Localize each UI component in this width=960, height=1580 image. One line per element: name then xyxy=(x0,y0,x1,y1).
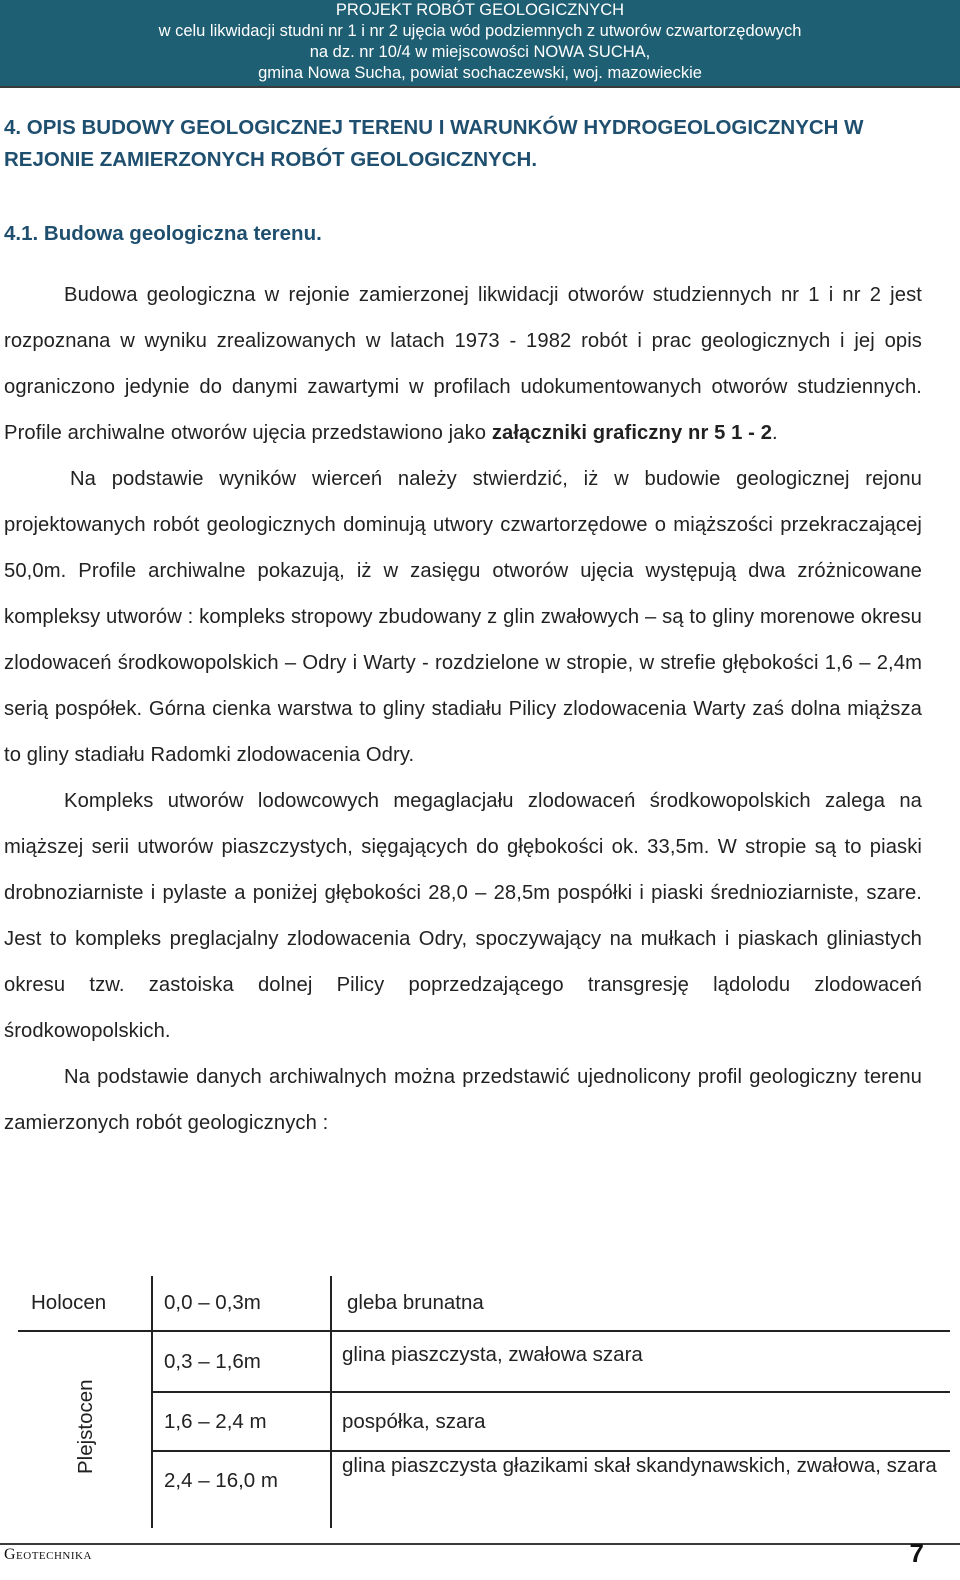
page-number: 7 xyxy=(909,1538,924,1568)
paragraph-1-end: . xyxy=(772,422,778,444)
profile-depth: 0,0 – 0,3m xyxy=(164,1291,261,1314)
paragraph-2: Na podstawie wyników wierceń należy stwierdzić, iż w budowie geologicznej rejonu projektowanych robót geologicznych dominują utwory czwartorzędowe o miąższości przekraczającej 50,0m. Profile archiwalne pokazują, iż w zasięgu otworów ujęcia występują dwa zróżnicowane kompleksy utworów : kompleks stropowy zbudowany z glin zwałowych – są to gliny morenowe okresu zlodowaceń środkowopolskich – Odry i Warty - rozdzielone w stropie, w strefie głębokości 1,6 – 2,4m serią pospółek. Górna cienka warstwa to gliny stadiału Pilicy zlodowacenia Warty zaś dolna miąższa to gliny stadiału Radomki zlodowacenia Odry. xyxy=(4,468,922,766)
paragraph-3: Kompleks utworów lodowcowych megaglacjału zlodowaceń środkowopolskich zalega na miąższej serii utworów piaszczystych, sięgających do głębokości ok. 33,5m. W stropie są to piaski drobnoziarniste i pylaste a poniżej głębokości 28,0 – 28,5m pospółki i piaski średnioziarniste, szare. Jest to kompleks preglacjalny zlodowacenia Odry, spoczywający na mułkach i piaskach gliniastych okresu tzw. zastoiska dolnej Pilicy poprzedzającego transgresję lądolodu zlodowaceń środkowopolskich. xyxy=(4,790,922,1042)
profile-description: gleba brunatna xyxy=(347,1291,484,1314)
paragraph-1-text: Budowa geologiczna w rejonie zamierzonej likwidacji otworów studziennych nr 1 i nr 2 jest rozpoznana w wyniku zrealizowanych w latach 1973 - 1982 robót i prac geologicznych i jej opis ograniczono jedynie do danymi zawartymi w profilach udokumentowanych otworów studziennych. Profile archiwalne otworów ujęcia przedstawiono jako xyxy=(4,284,922,444)
profile-divider-holocene xyxy=(18,1330,950,1332)
holocene-label: Holocen xyxy=(31,1291,107,1314)
section-title: 4. OPIS BUDOWY GEOLOGICZNEJ TERENU I WARUNKÓW HYDROGEOLOGICZNYCH W REJONIE ZAMIERZONYCH ROBÓT GEOLOGICZNYCH. xyxy=(4,116,864,171)
profile-divider-row2 xyxy=(151,1391,950,1393)
footer-divider xyxy=(0,1543,960,1545)
profile-description: glina piaszczysta głazikami skał skandynawskich, zwałowa, szara xyxy=(342,1454,937,1477)
profile-depth: 2,4 – 16,0 m xyxy=(164,1469,278,1492)
profile-depth: 1,6 – 2,4 m xyxy=(164,1410,267,1433)
subsection-title: 4.1. Budowa geologiczna terenu. xyxy=(4,222,322,245)
profile-divider-depth xyxy=(330,1276,332,1528)
header-line-project: PROJEKT ROBÓT GEOLOGICZNYCH xyxy=(335,1,625,19)
company-logo: Geotechnika xyxy=(4,1546,92,1563)
profile-description: glina piaszczysta, zwałowa szara xyxy=(342,1343,643,1366)
pleistocene-label: Plejstocen xyxy=(74,1379,97,1474)
paragraph-4: Na podstawie danych archiwalnych można przedstawić ujednolicony profil geologiczny terenu zamierzonych robót geologicznych : xyxy=(4,1066,922,1134)
profile-divider-era xyxy=(151,1276,153,1528)
header-line-parcel: na dz. nr 10/4 w miejscowości NOWA SUCHA, xyxy=(309,43,651,61)
header-line-purpose: w celu likwidacji studni nr 1 i nr 2 ujęcia wód podziemnych z utworów czwartorzędowych xyxy=(158,22,802,40)
profile-depth: 0,3 – 1,6m xyxy=(164,1350,261,1373)
attachment-reference: załączniki graficzny nr 5 1 - 2 xyxy=(491,422,773,444)
profile-description: pospółka, szara xyxy=(342,1410,486,1433)
header-line-location: gmina Nowa Sucha, powiat sochaczewski, woj. mazowieckie xyxy=(258,64,702,82)
